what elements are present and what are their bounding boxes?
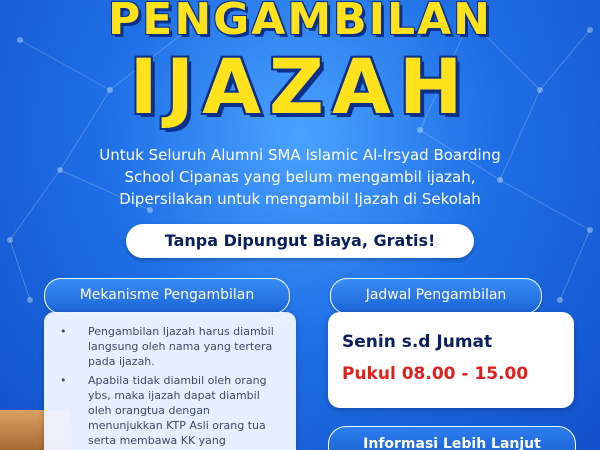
mechanism-box bbox=[44, 312, 296, 450]
bullet: • bbox=[60, 374, 67, 387]
schedule-days: Senin s.d Jumat bbox=[342, 332, 493, 352]
title-top: PENGAMBILAN bbox=[108, 0, 492, 45]
list-item-text: Apabila tidak diambil oleh orang ybs, maka ijazah dapat diambil oleh orangtua dengan menunjukkan KTP Asli orang tua serta membawa KK yang bbox=[88, 374, 267, 447]
mechanism-list bbox=[44, 312, 296, 448]
list-item bbox=[60, 373, 282, 448]
description bbox=[40, 144, 560, 210]
mechanism-label: Mekanisme Pengambilan bbox=[44, 278, 290, 314]
bullet: • bbox=[60, 325, 67, 338]
list-item bbox=[60, 324, 282, 369]
schedule-box bbox=[328, 312, 574, 408]
description-line: School Cipanas yang belum mengambil ijazah, bbox=[124, 168, 476, 186]
list-item-text: Pengambilan Ijazah harus diambil langsung oleh nama yang tertera pada ijazah. bbox=[88, 325, 274, 368]
free-badge: Tanpa Dipungut Biaya, Gratis! bbox=[126, 224, 474, 258]
title-main: IJAZAH bbox=[129, 42, 471, 131]
info-label: Informasi Lebih Lanjut bbox=[328, 426, 576, 450]
schedule-time: Pukul 08.00 - 15.00 bbox=[342, 364, 529, 384]
description-line: Dipersilakan untuk mengambil Ijazah di Sekolah bbox=[119, 190, 481, 208]
description-line: Untuk Seluruh Alumni SMA Islamic Al-Irsyad Boarding bbox=[99, 146, 501, 164]
schedule-label: Jadwal Pengambilan bbox=[330, 278, 542, 314]
